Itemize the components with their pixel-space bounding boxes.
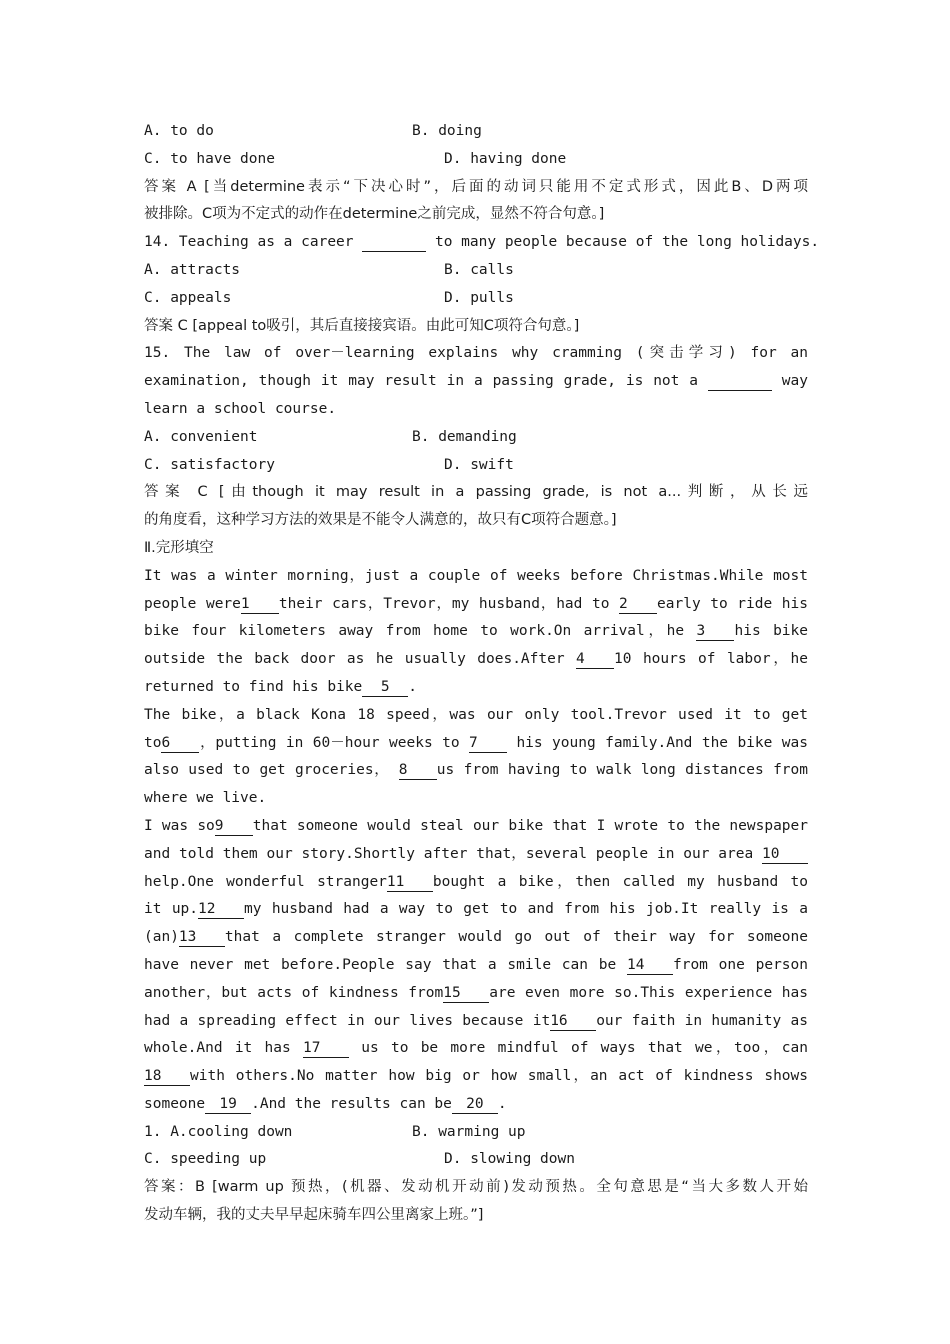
blank-number: 18: [144, 1067, 190, 1086]
passage-text: to: [144, 734, 162, 751]
passage-text: early to ride his: [657, 595, 808, 612]
blank-number: 20: [452, 1095, 498, 1114]
q14-blank: [362, 233, 426, 252]
passage-text: .: [408, 678, 417, 695]
c1-options-row-2: [144, 1146, 808, 1174]
passage-text: with others.No matter how big or how small，an act of kindness shows: [190, 1068, 808, 1085]
blank-number: 7: [469, 734, 507, 753]
q14-stem-before: 14. Teaching as a career: [144, 234, 354, 251]
c1-options-row-1: [144, 1119, 808, 1147]
passage-line: [144, 813, 808, 841]
blank-number: 15: [443, 984, 489, 1003]
q14-stem-after: to many people because of the long holidays.: [434, 234, 820, 251]
passage-text: .And the results can be: [251, 1095, 452, 1112]
passage-text: it up.: [144, 901, 199, 918]
passage-text: us from having to walk long distances from: [436, 762, 808, 779]
passage-line: [144, 869, 808, 897]
option-a: A. to do: [144, 123, 214, 139]
passage-line: [144, 646, 808, 674]
passage-text: had a spreading effect in our lives because it: [144, 1012, 551, 1029]
passage-text: .: [497, 1095, 507, 1112]
q15-blank: [708, 372, 772, 391]
passage-text: whole.And it has: [144, 1040, 291, 1057]
passage-text: help.One wonderful stranger: [144, 873, 387, 890]
passage-text: that someone would steal our bike that I wrote to the newspaper: [252, 817, 808, 834]
option-b: B. warming up: [412, 1123, 526, 1140]
passage-text: bought a bike，then called my husband to: [432, 873, 808, 890]
blank-number: 8: [399, 761, 437, 780]
q15-stem-line-2: [144, 368, 808, 396]
q13-answer-line-2: 被排除。C项为不定式的动作在determine之前完成，显然不符合句意。]: [144, 206, 605, 223]
passage-text: 10 hours of labor，he: [614, 651, 808, 668]
passage-line: [144, 980, 808, 1008]
option-a: 1. A.cooling down: [144, 1123, 293, 1140]
section-title: Ⅱ.完形填空: [144, 539, 214, 556]
blank-number: 16: [550, 1012, 596, 1031]
passage-line: [144, 618, 808, 646]
passage-text: that a complete stranger would go out of their way for someone: [224, 929, 808, 946]
passage-text: and told them our story.Shortly after that，several people in our area: [144, 845, 754, 862]
c1-answer-line-2: 发动车辆，我的丈夫早早起床骑车四公里离家上班。”]: [144, 1207, 484, 1224]
passage-text: I was so: [144, 817, 215, 834]
blank-number: 10: [762, 845, 808, 864]
passage-text: from one person: [672, 956, 808, 973]
passage-text: their cars，Trevor，my husband，had to: [278, 595, 610, 612]
blank-number: 19: [205, 1095, 251, 1114]
passage-text: also used to get groceries，: [144, 762, 390, 779]
option-d: D. pulls: [444, 289, 514, 306]
blank-number: 11: [387, 873, 433, 892]
option-b: B. demanding: [412, 428, 517, 445]
passage-text: his bike: [734, 623, 808, 640]
passage-text: returned to find his bike: [144, 678, 363, 695]
q15-answer-line-1: 答案 C [由though it may result in a passing grade, is not a...判断，从长远: [144, 484, 808, 501]
passage-text: ，putting in 60－hour weeks to: [199, 734, 460, 751]
passage-line: [144, 924, 808, 952]
document-body: [144, 118, 820, 1230]
q15-options-row-1: [144, 424, 808, 452]
q15-stem-before: examination, though it may result in a passing grade, is not a: [144, 373, 699, 390]
passage-line: [144, 1063, 808, 1091]
passage-text: people were: [144, 595, 241, 612]
passage-text: have never met before.People say that a smile can be: [144, 956, 617, 973]
option-b: B. calls: [444, 261, 514, 278]
passage-line: [144, 1091, 808, 1119]
c1-answer-line-1: 答案：B [warm up 预热，(机器、发动机开动前)发动预热。全句意思是“当大多数人开始: [144, 1179, 808, 1196]
passage-text: us to be more mindful of ways that we，too，can: [361, 1040, 808, 1057]
option-c: C. satisfactory: [144, 456, 275, 473]
blank-number: 13: [179, 928, 225, 947]
passage-line: [144, 674, 808, 702]
option-c: C. appeals: [144, 289, 232, 306]
passage-line: The bike，a black Kona 18 speed，was our only tool.Trevor used it to get: [144, 706, 808, 723]
blank-number: 3: [696, 622, 734, 641]
blank-number: 17: [303, 1039, 349, 1058]
passage-text: (an): [144, 929, 179, 946]
option-c: C. speeding up: [144, 1151, 267, 1168]
blank-number: 12: [198, 900, 244, 919]
passage-line: [144, 896, 808, 924]
passage-line: [144, 841, 808, 869]
passage-text: bike four kilometers away from home to work.On arrival，he: [144, 623, 685, 640]
q14-stem: [144, 229, 820, 257]
passage-line: where we live.: [144, 790, 267, 807]
passage-text: another，but acts of kindness from: [144, 984, 444, 1001]
q15-stem-line-1: 15. The law of over－learning explains why cramming (突击学习) for an: [144, 345, 808, 362]
blank-number: 4: [576, 650, 614, 669]
q15-stem-after: way: [781, 373, 808, 390]
option-d: D. swift: [444, 456, 514, 473]
option-a: A. convenient: [144, 428, 258, 445]
q14-options-row-1: [144, 257, 808, 285]
option-b: B. doing: [412, 123, 482, 139]
option-a: A. attracts: [144, 261, 241, 278]
passage-line: [144, 1035, 808, 1063]
q14-answer: 答案 C [appeal to吸引，其后直接接宾语。由此可知C项符合句意。]: [144, 317, 580, 334]
passage-text: outside the back door as he usually does.After: [144, 651, 565, 668]
passage-text: our faith in humanity as: [596, 1012, 808, 1029]
q13-options-row-1: [144, 118, 808, 146]
q15-answer-line-2: 的角度看，这种学习方法的效果是不能令人满意的，故只有C项符合题意。]: [144, 512, 617, 529]
passage-line: [144, 591, 808, 619]
blank-number: 5: [362, 678, 408, 697]
blank-number: 9: [215, 817, 253, 836]
blank-number: 1: [241, 595, 279, 614]
blank-number: 2: [619, 595, 657, 614]
q15-stem-line-3: learn a school course.: [144, 400, 337, 417]
passage-line: [144, 757, 808, 785]
passage-line: [144, 730, 808, 758]
q15-options-row-2: [144, 452, 808, 480]
passage-text: my husband had a way to get to and from his job.It really is a: [244, 901, 808, 918]
option-c: C. to have done: [144, 150, 275, 167]
blank-number: 6: [161, 734, 199, 753]
passage-text: his young family.And the bike was: [516, 734, 808, 751]
blank-number: 14: [627, 956, 673, 975]
q13-options-row-2: [144, 146, 808, 174]
passage-line: [144, 952, 808, 980]
q14-options-row-2: [144, 285, 808, 313]
passage-line: It was a winter morning，just a couple of weeks before Christmas.While most: [144, 567, 808, 584]
q13-answer-line-1: 答案 A [当determine表示“下决心时”，后面的动词只能用不定式形式，因此B、D两项: [144, 178, 808, 195]
option-d: D. having done: [444, 150, 567, 167]
passage-line: [144, 1008, 808, 1036]
passage-text: someone: [144, 1095, 206, 1112]
passage-text: are even more so.This experience has: [489, 984, 808, 1001]
option-d: D. slowing down: [444, 1151, 575, 1168]
